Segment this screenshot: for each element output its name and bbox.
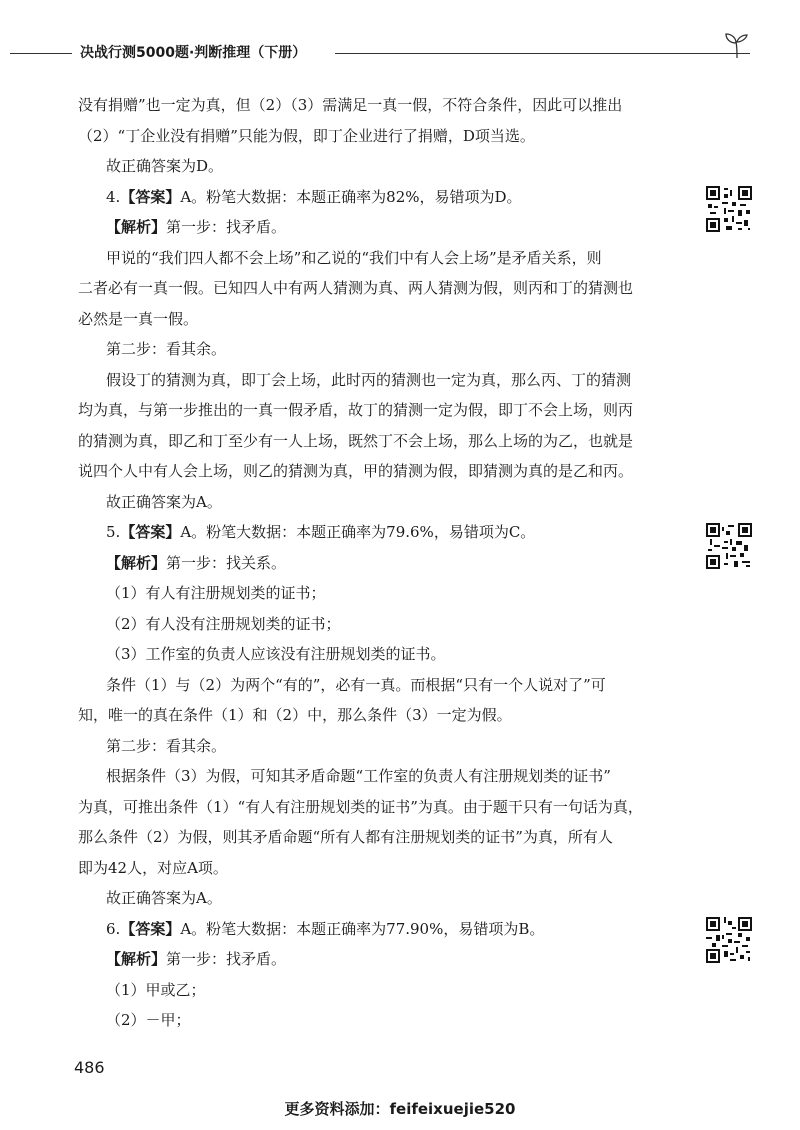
answer-tag: 【答案】 xyxy=(120,523,181,541)
q5-step2: 第二步：看其余。 xyxy=(106,736,227,755)
q5-number: 5. xyxy=(106,523,121,541)
q5-conclusion: 故正确答案为A。 xyxy=(106,889,222,907)
text-line: 那么条件（2）为假，则其矛盾命题“所有人都有注册规划类的证书”为真，所有人 xyxy=(78,828,613,846)
condition-item: （3）工作室的负责人应该没有注册规划类的证书。 xyxy=(106,645,446,663)
text-line: 条件（1）与（2）为两个“有的”，必有一真。而根据“只有一个人说对了”可 xyxy=(106,675,606,694)
text-line: 没有捐赠”也一定为真，但（2）（3）需满足一真一假，不符合条件，因此可以推出 xyxy=(78,96,623,114)
analysis-tag: 【解析】 xyxy=(106,950,167,968)
text-line: 的猜测为真，即乙和丁至少有一人上场，既然丁不会上场，那么上场的为乙，也就是 xyxy=(78,431,634,450)
running-header xyxy=(10,40,750,64)
text-line: （2）“丁企业没有捐赠”只能为假，即丁企业进行了捐赠，D项当选。 xyxy=(78,126,535,145)
condition-item: （1）甲或乙； xyxy=(106,980,206,999)
page-number: 486 xyxy=(74,1058,105,1077)
condition-item: （2）－甲； xyxy=(106,1011,191,1029)
qr-code-q4 xyxy=(706,186,752,232)
conclusion-line: 故正确答案为D。 xyxy=(106,157,224,175)
answer-tag: 【答案】 xyxy=(120,187,181,206)
q4-number: 4. xyxy=(106,187,121,206)
text-line: 假设丁的猜测为真，即丁会上场，此时丙的猜测也一定为真，那么丙、丁的猜测 xyxy=(106,370,632,389)
q4-step1: 第一步：找矛盾。 xyxy=(166,218,287,236)
header-rule-right xyxy=(335,53,750,54)
header-rule-left xyxy=(10,53,72,54)
book-title: 决战行测5000题·判断推理（下册） xyxy=(80,45,307,61)
analysis-tag: 【解析】 xyxy=(106,218,167,236)
text-line: 甲说的“我们四人都不会上场”和乙说的“我们中有人会上场”是矛盾关系，则 xyxy=(106,248,602,267)
q4-answer-text: A。粉笔大数据：本题正确率为82%，易错项为D。 xyxy=(180,187,522,206)
q6-analysis-line xyxy=(78,944,670,975)
sprout-icon xyxy=(724,30,750,60)
q4-answer-line xyxy=(78,182,670,213)
condition-item: （2）有人没有注册规划类的证书； xyxy=(106,614,341,633)
text-line: 知，唯一的真在条件（1）和（2）中，那么条件（3）一定为假。 xyxy=(78,706,512,724)
text-line: 必然是一真一假。 xyxy=(78,309,199,328)
q6-answer-text: A。粉笔大数据：本题正确率为77.90%，易错项为B。 xyxy=(180,919,545,938)
q5-analysis-line xyxy=(78,548,670,579)
text-line: 为真，可推出条件（1）“有人有注册规划类的证书”为真。由于题干只有一句话为真， xyxy=(78,797,643,816)
q6-step1: 第一步：找矛盾。 xyxy=(166,950,287,968)
q4-conclusion: 故正确答案为A。 xyxy=(106,492,222,511)
q6-number: 6. xyxy=(106,919,121,938)
text-line: 二者必有一真一假。已知四人中有两人猜测为真、两人猜测为假，则丙和丁的猜测也 xyxy=(78,279,634,297)
qr-code-q6 xyxy=(706,917,752,963)
text-line: 说四个人中有人会上场，则乙的猜测为真，甲的猜测为假，即猜测为真的是乙和丙。 xyxy=(78,462,634,480)
qr-code-q5 xyxy=(706,523,752,569)
condition-item: （1）有人有注册规划类的证书； xyxy=(106,584,326,602)
q5-step1: 第一步：找关系。 xyxy=(166,553,287,572)
footer-note: 更多资料添加：feifeixuejie520 xyxy=(284,1100,516,1118)
analysis-tag: 【解析】 xyxy=(106,553,167,572)
q5-answer-text: A。粉笔大数据：本题正确率为79.6%，易错项为C。 xyxy=(180,523,536,541)
q4-step2: 第二步：看其余。 xyxy=(106,340,227,358)
page-body xyxy=(78,90,670,1036)
text-line: 均为真，与第一步推出的一真一假矛盾，故丁的猜测一定为假，即丁不会上场，则丙 xyxy=(78,401,634,419)
q5-answer-line xyxy=(78,517,670,548)
q6-answer-line xyxy=(78,914,670,945)
q4-analysis-line xyxy=(78,212,670,243)
text-line: 根据条件（3）为假，可知其矛盾命题“工作室的负责人有注册规划类的证书” xyxy=(106,767,611,785)
answer-tag: 【答案】 xyxy=(120,919,181,938)
text-line: 即为42人，对应A项。 xyxy=(78,858,228,877)
